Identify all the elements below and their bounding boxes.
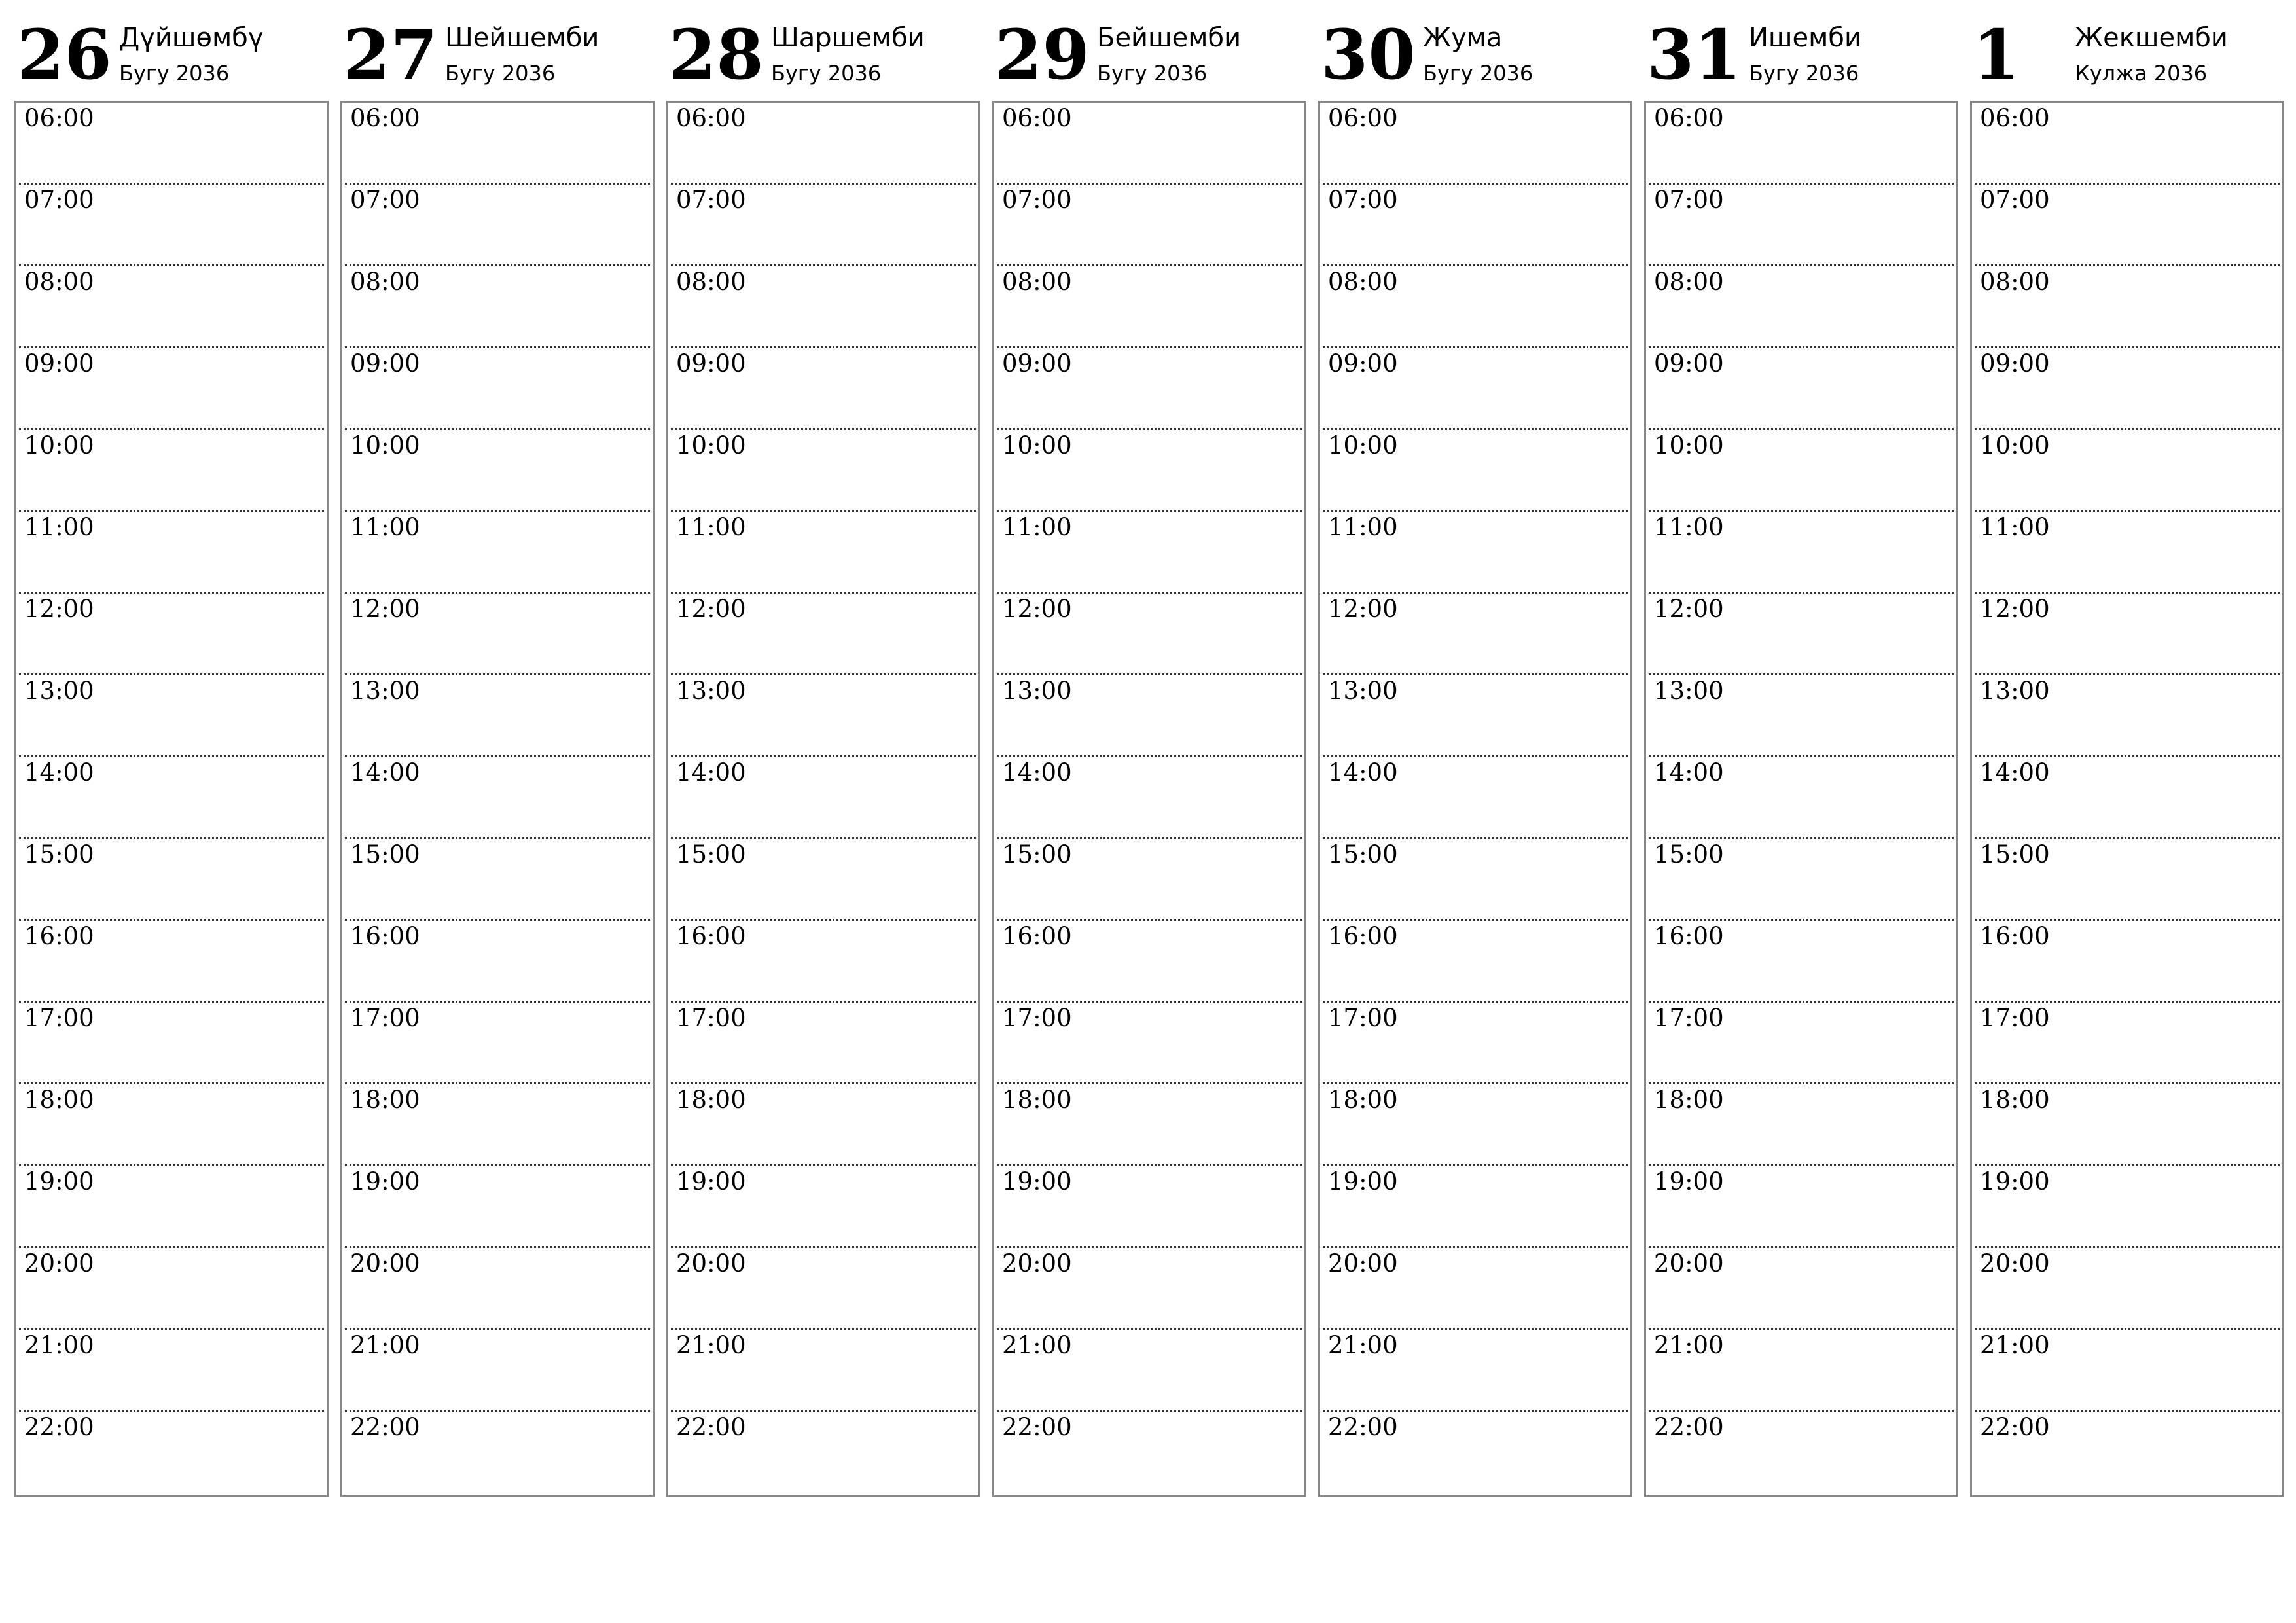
hour-label: 13:00	[1980, 677, 2050, 705]
hour-slot[interactable]	[1320, 921, 1630, 1003]
hour-slot[interactable]	[1320, 675, 1630, 757]
hour-slot[interactable]	[16, 103, 327, 185]
hour-slot[interactable]	[994, 1084, 1304, 1166]
hour-label: 18:00	[676, 1086, 746, 1114]
hour-slot[interactable]	[994, 1003, 1304, 1084]
hour-label: 17:00	[24, 1004, 94, 1032]
hour-label: 07:00	[1654, 186, 1724, 214]
hour-slot[interactable]	[1972, 185, 2282, 266]
hour-slot[interactable]	[668, 512, 978, 594]
hour-slot[interactable]	[1646, 266, 1956, 348]
hour-label: 12:00	[1328, 595, 1398, 623]
hour-label: 17:00	[676, 1004, 746, 1032]
hour-slot[interactable]	[1972, 1248, 2282, 1330]
hour-slot[interactable]	[16, 512, 327, 594]
hour-slot[interactable]	[1320, 1166, 1630, 1248]
hour-label: 22:00	[1002, 1413, 1072, 1441]
hour-label: 22:00	[1654, 1413, 1724, 1441]
hour-slot[interactable]	[16, 1412, 327, 1493]
hour-label: 06:00	[1328, 104, 1398, 132]
hour-slot[interactable]	[342, 675, 653, 757]
hour-label: 11:00	[24, 513, 94, 541]
day-month-year: Бугу 2036	[119, 61, 230, 86]
day-schedule-box	[666, 101, 980, 1497]
hour-slot[interactable]	[994, 266, 1304, 348]
hour-label: 16:00	[1980, 922, 2050, 950]
hour-slot[interactable]	[342, 594, 653, 675]
hour-slot[interactable]	[668, 103, 978, 185]
day-header	[666, 0, 979, 98]
hour-slot[interactable]	[668, 757, 978, 839]
hour-label: 18:00	[1980, 1086, 2050, 1114]
hour-slot[interactable]	[16, 266, 327, 348]
hour-slot[interactable]	[668, 1330, 978, 1412]
hour-label: 20:00	[24, 1249, 94, 1277]
hour-slot[interactable]	[1320, 1003, 1630, 1084]
hour-label: 21:00	[676, 1331, 746, 1359]
hour-slot[interactable]	[1646, 185, 1956, 266]
hour-label: 12:00	[1654, 595, 1724, 623]
day-schedule-box	[340, 101, 655, 1497]
hour-label: 08:00	[1980, 268, 2050, 296]
hour-slot[interactable]	[668, 185, 978, 266]
hour-label: 15:00	[24, 840, 94, 868]
hour-label: 17:00	[1328, 1004, 1398, 1032]
hour-label: 16:00	[1654, 922, 1724, 950]
hour-label: 13:00	[1328, 677, 1398, 705]
hour-slot[interactable]	[994, 757, 1304, 839]
hour-slot[interactable]	[1646, 512, 1956, 594]
hour-label: 10:00	[350, 431, 420, 459]
day-schedule-box	[1318, 101, 1632, 1497]
hour-slot[interactable]	[668, 1166, 978, 1248]
hour-slot[interactable]	[1972, 921, 2282, 1003]
hour-label: 19:00	[1980, 1168, 2050, 1196]
hour-label: 06:00	[1980, 104, 2050, 132]
hour-label: 10:00	[1654, 431, 1724, 459]
hour-slot[interactable]	[668, 1248, 978, 1330]
hour-slot[interactable]	[1972, 103, 2282, 185]
hour-label: 22:00	[1328, 1413, 1398, 1441]
hour-slot[interactable]	[1646, 594, 1956, 675]
hour-slot[interactable]	[668, 430, 978, 512]
hour-slot[interactable]	[668, 921, 978, 1003]
hour-label: 13:00	[350, 677, 420, 705]
day-schedule-box	[1970, 101, 2284, 1497]
hour-slot[interactable]	[1646, 921, 1956, 1003]
hour-label: 22:00	[676, 1413, 746, 1441]
hour-label: 11:00	[1002, 513, 1072, 541]
day-name: Шейшемби	[445, 23, 600, 53]
hour-slot[interactable]	[1320, 839, 1630, 921]
hour-slot[interactable]	[1972, 430, 2282, 512]
hour-label: 08:00	[350, 268, 420, 296]
hour-slot[interactable]	[994, 594, 1304, 675]
hour-slot[interactable]	[342, 1330, 653, 1412]
hour-label: 14:00	[350, 758, 420, 787]
hour-slot[interactable]	[16, 1248, 327, 1330]
hour-label: 10:00	[1328, 431, 1398, 459]
day-column	[666, 0, 979, 1505]
hour-slot[interactable]	[1320, 594, 1630, 675]
hour-label: 08:00	[1002, 268, 1072, 296]
hour-slot[interactable]	[342, 1166, 653, 1248]
hour-slot[interactable]	[994, 1412, 1304, 1493]
hour-slot[interactable]	[16, 1166, 327, 1248]
hour-label: 21:00	[1980, 1331, 2050, 1359]
hour-slot[interactable]	[1320, 757, 1630, 839]
hour-label: 06:00	[350, 104, 420, 132]
hour-slot[interactable]	[1646, 430, 1956, 512]
hour-label: 16:00	[24, 922, 94, 950]
hour-slot[interactable]	[668, 1084, 978, 1166]
day-header	[340, 0, 653, 98]
hour-label: 11:00	[350, 513, 420, 541]
hour-slot[interactable]	[1646, 1003, 1956, 1084]
hour-label: 10:00	[676, 431, 746, 459]
hour-slot[interactable]	[1972, 1330, 2282, 1412]
hour-label: 17:00	[1002, 1004, 1072, 1032]
hour-slot[interactable]	[342, 839, 653, 921]
hour-label: 07:00	[1980, 186, 2050, 214]
day-name: Жекшемби	[2075, 23, 2228, 53]
hour-label: 20:00	[1002, 1249, 1072, 1277]
hour-label: 16:00	[350, 922, 420, 950]
hour-slot[interactable]	[1320, 512, 1630, 594]
hour-slot[interactable]	[994, 839, 1304, 921]
hour-slot[interactable]	[16, 839, 327, 921]
day-header	[1318, 0, 1631, 98]
hour-slot[interactable]	[1972, 1084, 2282, 1166]
hour-label: 06:00	[1002, 104, 1072, 132]
hour-label: 07:00	[676, 186, 746, 214]
hour-slot[interactable]	[1320, 1084, 1630, 1166]
hour-label: 14:00	[1654, 758, 1724, 787]
hour-slot[interactable]	[1646, 103, 1956, 185]
hour-label: 16:00	[1328, 922, 1398, 950]
day-month-year: Бугу 2036	[1749, 61, 1859, 86]
hour-label: 22:00	[1980, 1413, 2050, 1441]
hour-slot[interactable]	[994, 1330, 1304, 1412]
hour-label: 21:00	[24, 1331, 94, 1359]
hour-label: 09:00	[1328, 349, 1398, 378]
hour-slot[interactable]	[668, 266, 978, 348]
day-column	[1644, 0, 1957, 1505]
hour-label: 16:00	[1002, 922, 1072, 950]
day-month-year: Бугу 2036	[445, 61, 556, 86]
hour-slot[interactable]	[1320, 1330, 1630, 1412]
hour-label: 20:00	[350, 1249, 420, 1277]
hour-slot[interactable]	[342, 921, 653, 1003]
hour-label: 06:00	[1654, 104, 1724, 132]
hour-label: 09:00	[676, 349, 746, 378]
day-column	[340, 0, 653, 1505]
day-header	[992, 0, 1305, 98]
hour-label: 21:00	[1002, 1331, 1072, 1359]
hour-slot[interactable]	[16, 594, 327, 675]
hour-label: 14:00	[1980, 758, 2050, 787]
hour-label: 15:00	[1328, 840, 1398, 868]
hour-slot[interactable]	[342, 1412, 653, 1493]
day-schedule-box	[992, 101, 1306, 1497]
day-schedule-box	[14, 101, 329, 1497]
hour-slot[interactable]	[1646, 1166, 1956, 1248]
hour-label: 09:00	[1654, 349, 1724, 378]
hour-slot[interactable]	[16, 1330, 327, 1412]
hour-label: 21:00	[1328, 1331, 1398, 1359]
day-column	[14, 0, 327, 1505]
hour-label: 08:00	[1654, 268, 1724, 296]
day-month-year: Бугу 2036	[771, 61, 882, 86]
day-header	[1970, 0, 2283, 98]
day-month-year: Кулжа 2036	[2075, 61, 2208, 86]
hour-label: 09:00	[1980, 349, 2050, 378]
hour-label: 10:00	[24, 431, 94, 459]
hour-label: 20:00	[1328, 1249, 1398, 1277]
hour-label: 18:00	[24, 1086, 94, 1114]
hour-label: 12:00	[350, 595, 420, 623]
hour-slot[interactable]	[668, 675, 978, 757]
hour-label: 18:00	[1654, 1086, 1724, 1114]
hour-label: 14:00	[1002, 758, 1072, 787]
hour-slot[interactable]	[342, 185, 653, 266]
hour-slot[interactable]	[16, 1084, 327, 1166]
hour-label: 14:00	[676, 758, 746, 787]
hour-slot[interactable]	[342, 757, 653, 839]
day-number: 26	[17, 14, 112, 95]
hour-slot[interactable]	[1972, 512, 2282, 594]
day-name: Бейшемби	[1097, 23, 1242, 53]
hour-label: 06:00	[24, 104, 94, 132]
hour-label: 07:00	[350, 186, 420, 214]
hour-label: 15:00	[1002, 840, 1072, 868]
hour-label: 20:00	[676, 1249, 746, 1277]
hour-slot[interactable]	[1646, 675, 1956, 757]
day-number: 31	[1647, 14, 1742, 95]
hour-label: 09:00	[1002, 349, 1072, 378]
hour-label: 16:00	[676, 922, 746, 950]
hour-slot[interactable]	[16, 921, 327, 1003]
hour-label: 17:00	[1980, 1004, 2050, 1032]
hour-slot[interactable]	[342, 266, 653, 348]
hour-label: 13:00	[1654, 677, 1724, 705]
hour-label: 13:00	[1002, 677, 1072, 705]
day-name: Шаршемби	[771, 23, 925, 53]
hour-slot[interactable]	[16, 430, 327, 512]
hour-slot[interactable]	[1972, 1003, 2282, 1084]
hour-label: 13:00	[24, 677, 94, 705]
hour-slot[interactable]	[1646, 1330, 1956, 1412]
hour-slot[interactable]	[342, 512, 653, 594]
hour-label: 12:00	[24, 595, 94, 623]
day-header	[1644, 0, 1957, 98]
hour-slot[interactable]	[1646, 1412, 1956, 1493]
hour-label: 11:00	[1980, 513, 2050, 541]
hour-slot[interactable]	[342, 430, 653, 512]
hour-label: 22:00	[24, 1413, 94, 1441]
hour-slot[interactable]	[1320, 430, 1630, 512]
day-column	[992, 0, 1305, 1505]
hour-slot[interactable]	[1972, 839, 2282, 921]
hour-slot[interactable]	[1972, 266, 2282, 348]
hour-slot[interactable]	[1972, 1412, 2282, 1493]
hour-label: 21:00	[350, 1331, 420, 1359]
hour-label: 13:00	[676, 677, 746, 705]
hour-label: 15:00	[676, 840, 746, 868]
hour-label: 19:00	[1328, 1168, 1398, 1196]
hour-slot[interactable]	[1320, 103, 1630, 185]
hour-slot[interactable]	[1320, 348, 1630, 430]
hour-slot[interactable]	[16, 185, 327, 266]
hour-label: 17:00	[350, 1004, 420, 1032]
hour-slot[interactable]	[1972, 348, 2282, 430]
hour-label: 09:00	[350, 349, 420, 378]
hour-slot[interactable]	[994, 430, 1304, 512]
hour-label: 17:00	[1654, 1004, 1724, 1032]
hour-slot[interactable]	[668, 1003, 978, 1084]
hour-label: 07:00	[24, 186, 94, 214]
day-header	[14, 0, 327, 98]
hour-slot[interactable]	[1320, 1412, 1630, 1493]
day-number: 30	[1321, 14, 1416, 95]
day-name: Дүйшөмбү	[119, 23, 264, 53]
hour-slot[interactable]	[668, 348, 978, 430]
hour-slot[interactable]	[994, 1166, 1304, 1248]
hour-slot[interactable]	[1972, 675, 2282, 757]
hour-slot[interactable]	[994, 675, 1304, 757]
day-column	[1970, 0, 2283, 1505]
hour-label: 19:00	[1002, 1168, 1072, 1196]
hour-slot[interactable]	[16, 1003, 327, 1084]
hour-label: 10:00	[1980, 431, 2050, 459]
hour-label: 15:00	[1654, 840, 1724, 868]
hour-label: 12:00	[1980, 595, 2050, 623]
hour-slot[interactable]	[342, 103, 653, 185]
hour-slot[interactable]	[668, 594, 978, 675]
hour-label: 19:00	[676, 1168, 746, 1196]
hour-slot[interactable]	[16, 675, 327, 757]
hour-label: 18:00	[1328, 1086, 1398, 1114]
hour-slot[interactable]	[1972, 757, 2282, 839]
hour-slot[interactable]	[16, 757, 327, 839]
hour-slot[interactable]	[342, 1248, 653, 1330]
hour-label: 09:00	[24, 349, 94, 378]
hour-slot[interactable]	[994, 921, 1304, 1003]
hour-slot[interactable]	[994, 185, 1304, 266]
hour-label: 15:00	[350, 840, 420, 868]
hour-slot[interactable]	[994, 103, 1304, 185]
hour-label: 14:00	[24, 758, 94, 787]
day-column	[1318, 0, 1631, 1505]
hour-label: 07:00	[1328, 186, 1398, 214]
hour-label: 10:00	[1002, 431, 1072, 459]
hour-label: 22:00	[350, 1413, 420, 1441]
hour-slot[interactable]	[994, 1248, 1304, 1330]
hour-slot[interactable]	[1320, 185, 1630, 266]
hour-slot[interactable]	[1646, 348, 1956, 430]
hour-slot[interactable]	[668, 839, 978, 921]
day-month-year: Бугу 2036	[1097, 61, 1208, 86]
hour-label: 19:00	[350, 1168, 420, 1196]
day-number: 27	[343, 14, 438, 95]
hour-slot[interactable]	[1972, 1166, 2282, 1248]
day-name: Ишемби	[1749, 23, 1861, 53]
hour-label: 19:00	[1654, 1168, 1724, 1196]
hour-label: 11:00	[1328, 513, 1398, 541]
day-number: 29	[995, 14, 1090, 95]
hour-label: 07:00	[1002, 186, 1072, 214]
hour-slot[interactable]	[1320, 266, 1630, 348]
hour-slot[interactable]	[342, 1084, 653, 1166]
hour-slot[interactable]	[1646, 757, 1956, 839]
hour-label: 08:00	[676, 268, 746, 296]
hour-label: 18:00	[350, 1086, 420, 1114]
hour-slot[interactable]	[994, 348, 1304, 430]
hour-slot[interactable]	[1646, 1084, 1956, 1166]
hour-slot[interactable]	[1972, 594, 2282, 675]
hour-slot[interactable]	[16, 348, 327, 430]
hour-label: 21:00	[1654, 1331, 1724, 1359]
hour-label: 20:00	[1980, 1249, 2050, 1277]
day-number: 28	[669, 14, 764, 95]
day-name: Жума	[1423, 23, 1503, 53]
hour-slot[interactable]	[1646, 1248, 1956, 1330]
hour-label: 08:00	[1328, 268, 1398, 296]
hour-label: 11:00	[1654, 513, 1724, 541]
hour-slot[interactable]	[1320, 1248, 1630, 1330]
hour-label: 06:00	[676, 104, 746, 132]
hour-slot[interactable]	[994, 512, 1304, 594]
day-month-year: Бугу 2036	[1423, 61, 1534, 86]
hour-slot[interactable]	[1646, 839, 1956, 921]
hour-label: 12:00	[676, 595, 746, 623]
hour-label: 11:00	[676, 513, 746, 541]
hour-slot[interactable]	[342, 1003, 653, 1084]
hour-label: 08:00	[24, 268, 94, 296]
day-number: 1	[1973, 14, 2020, 95]
hour-label: 20:00	[1654, 1249, 1724, 1277]
hour-label: 14:00	[1328, 758, 1398, 787]
hour-label: 15:00	[1980, 840, 2050, 868]
hour-label: 18:00	[1002, 1086, 1072, 1114]
hour-label: 19:00	[24, 1168, 94, 1196]
hour-slot[interactable]	[668, 1412, 978, 1493]
hour-label: 12:00	[1002, 595, 1072, 623]
hour-slot[interactable]	[342, 348, 653, 430]
day-schedule-box	[1644, 101, 1958, 1497]
